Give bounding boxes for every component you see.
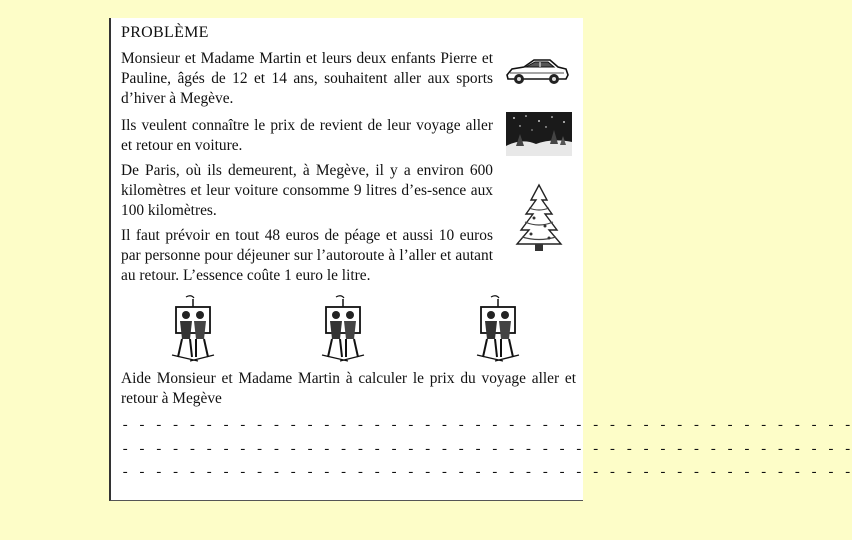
fir-tree-icon	[509, 182, 569, 254]
night-landscape-icon	[506, 112, 572, 156]
chairlift-skiers-icon	[168, 295, 218, 365]
paragraph-distance: De Paris, où ils demeurent, à Megève, il y a environ 600 kilomètres et leur voiture consomme 9 litres d’es-sence aux 100 kilomètres.	[121, 162, 493, 219]
chairlift-skiers-icon	[473, 295, 523, 365]
question: Aide Monsieur et Madame Martin à calculer le prix du voyage aller et retour à Megève	[121, 370, 576, 407]
paragraph-family: Monsieur et Madame Martin et leurs deux enfants Pierre et Pauline, âgés de 12 et 14 ans, souhaitent aller aux sports d’hiver à Megève.	[121, 50, 493, 107]
answer-line-2: - - - - - - - - - - - - - - - - - - - - - - - - - - - - - - - - - - - - - - - - - - - -	[121, 442, 852, 458]
worksheet	[109, 18, 852, 501]
paragraph-costs: Il faut prévoir en tout 48 euros de péage et aussi 10 euros par personne pour déjeuner sur l’autoroute à l’aller et autant au retour. L’essence coûte 1 euro le litre.	[121, 227, 493, 284]
answer-line-1: - - - - - - - - - - - - - - - - - - - - - - - - - - - - - - - - - - - - - - - - - - - -	[121, 418, 852, 434]
answer-line-3: - - - - - - - - - - - - - - - - - - - - - - - - - - - - - - - - - - - - - - - - - - - -	[121, 465, 852, 481]
page-title: PROBLÈME	[121, 24, 209, 41]
car-icon	[504, 53, 570, 87]
chairlift-skiers-icon	[318, 295, 368, 365]
paragraph-goal: Ils veulent connaître le prix de revient de leur voyage aller et retour en voiture.	[121, 117, 493, 154]
